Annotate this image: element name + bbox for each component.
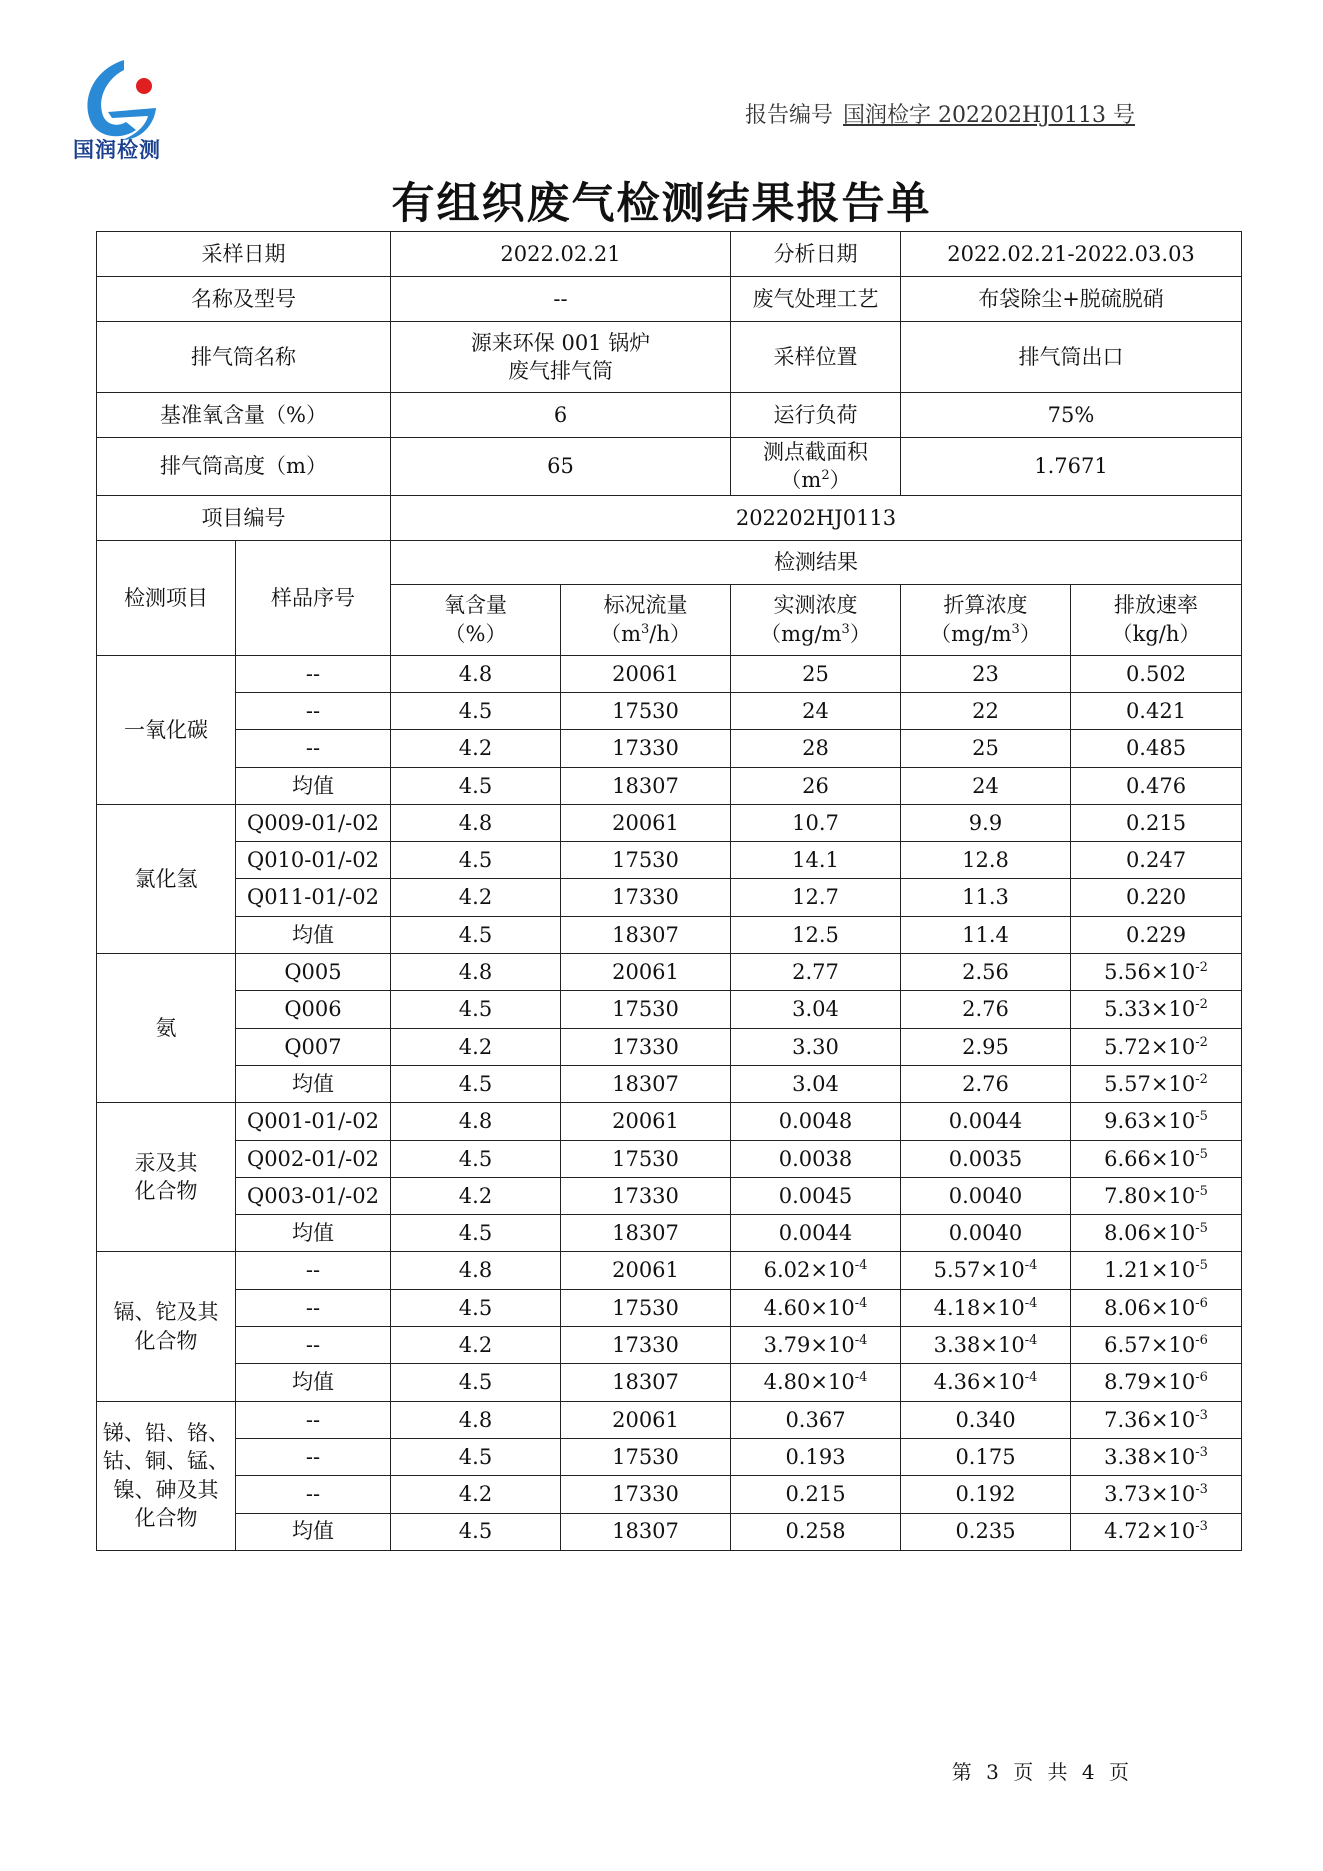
report-number	[745, 98, 1135, 129]
load-value: 75%	[901, 393, 1242, 438]
info-row	[97, 393, 1242, 438]
cell-flow: 18307	[561, 1215, 731, 1252]
cell-conv: 0.0040	[901, 1177, 1071, 1214]
sampling-position: 排气筒出口	[901, 322, 1242, 393]
footer-text: 页	[1013, 1760, 1038, 1784]
table-row	[97, 655, 1242, 692]
cell-conv: 25	[901, 730, 1071, 767]
cell-meas: 0.215	[731, 1476, 901, 1513]
cell-meas: $4.80\times 10^{-4}$	[731, 1364, 901, 1401]
cell-o2: 4.5	[391, 1215, 561, 1252]
cell-o2: 4.5	[391, 1140, 561, 1177]
cell-o2: 4.8	[391, 1252, 561, 1289]
cell-sample: --	[236, 1401, 391, 1438]
col-results: 检测结果	[391, 540, 1242, 584]
item-name: 氯化氢	[97, 804, 236, 953]
cell-rate: $8.06\times 10^{-6}$	[1071, 1289, 1242, 1326]
footer-text: 共	[1047, 1760, 1072, 1784]
cell-rate: $5.33\times 10^{-2}$	[1071, 991, 1242, 1028]
analysis-date: 2022.02.21-2022.03.03	[901, 232, 1242, 277]
cell-conv: 0.340	[901, 1401, 1071, 1438]
footer-page: 3	[986, 1760, 1003, 1784]
cell-rate: $3.38\times 10^{-3}$	[1071, 1438, 1242, 1475]
col-rate: 排放速率 （kg/h）	[1071, 584, 1242, 655]
cell-rate: 0.215	[1071, 804, 1242, 841]
cell-rate: $1.21\times 10^{-5}$	[1071, 1252, 1242, 1289]
cell-conv: 0.0040	[901, 1215, 1071, 1252]
table-row	[97, 1215, 1242, 1252]
cell-conv: 2.95	[901, 1028, 1071, 1065]
cell-flow: 20061	[561, 1252, 731, 1289]
cell-flow: 17330	[561, 1476, 731, 1513]
col-oxygen: 氧含量 （%）	[391, 584, 561, 655]
table-row	[97, 730, 1242, 767]
cell-conv: 23	[901, 655, 1071, 692]
cell-meas: 0.258	[731, 1513, 901, 1550]
cell-o2: 4.2	[391, 1327, 561, 1364]
cell-o2: 4.5	[391, 842, 561, 879]
cell-flow: 17530	[561, 991, 731, 1028]
cell-sample: --	[236, 1476, 391, 1513]
cell-sample: Q009-01/-02	[236, 804, 391, 841]
cell-flow: 18307	[561, 1513, 731, 1550]
cell-meas: 25	[731, 655, 901, 692]
cell-o2: 4.2	[391, 730, 561, 767]
footer-total: 4	[1081, 1760, 1099, 1784]
table-row	[97, 1327, 1242, 1364]
table-row	[97, 954, 1242, 991]
table-row	[97, 692, 1242, 729]
cell-flow: 20061	[561, 1103, 731, 1140]
process-label: 废气处理工艺	[731, 277, 901, 322]
cell-o2: 4.2	[391, 1028, 561, 1065]
cell-conv: $5.57\times 10^{-4}$	[901, 1252, 1071, 1289]
area-value: 1.7671	[901, 438, 1242, 496]
table-row	[97, 1252, 1242, 1289]
cell-meas: 3.04	[731, 991, 901, 1028]
cell-meas: 12.7	[731, 879, 901, 916]
results-table	[96, 231, 1242, 1551]
table-row	[97, 1401, 1242, 1438]
load-label: 运行负荷	[731, 393, 901, 438]
info-row	[97, 277, 1242, 322]
table-row	[97, 767, 1242, 804]
info-row	[97, 438, 1242, 496]
cell-flow: 20061	[561, 954, 731, 991]
cell-rate: $4.72\times 10^{-3}$	[1071, 1513, 1242, 1550]
col-item: 检测项目	[97, 540, 236, 655]
cell-meas: 0.0045	[731, 1177, 901, 1214]
cell-conv: 0.175	[901, 1438, 1071, 1475]
project-no-label: 项目编号	[97, 495, 391, 540]
cell-flow: 17530	[561, 1140, 731, 1177]
cell-flow: 17330	[561, 730, 731, 767]
cell-flow: 17330	[561, 1327, 731, 1364]
cell-sample: Q007	[236, 1028, 391, 1065]
cell-rate: $5.72\times 10^{-2}$	[1071, 1028, 1242, 1065]
cell-rate: 0.502	[1071, 655, 1242, 692]
height-label: 排气筒高度（m）	[97, 438, 391, 496]
cell-sample: Q002-01/-02	[236, 1140, 391, 1177]
cell-rate: $8.06\times 10^{-5}$	[1071, 1215, 1242, 1252]
item-name: 锑、铅、铬、 钴、铜、锰、 镍、砷及其 化合物	[97, 1401, 236, 1550]
height-value: 65	[391, 438, 731, 496]
report-number-label: 报告编号	[745, 103, 834, 128]
cell-conv: $3.38\times 10^{-4}$	[901, 1327, 1071, 1364]
cell-flow: 18307	[561, 1065, 731, 1102]
cell-conv: $4.36\times 10^{-4}$	[901, 1364, 1071, 1401]
cell-o2: 4.5	[391, 1438, 561, 1475]
cell-flow: 20061	[561, 1401, 731, 1438]
cell-flow: 18307	[561, 767, 731, 804]
cell-sample: --	[236, 1327, 391, 1364]
cell-flow: 20061	[561, 655, 731, 692]
cell-meas: 24	[731, 692, 901, 729]
cell-sample: Q006	[236, 991, 391, 1028]
cell-o2: 4.8	[391, 1103, 561, 1140]
table-row	[97, 804, 1242, 841]
report-number-value: 国润检字 202202HJ0113 号	[843, 103, 1135, 128]
table-row	[97, 1103, 1242, 1140]
cell-conv: 0.235	[901, 1513, 1071, 1550]
cell-o2: 4.5	[391, 767, 561, 804]
cell-meas: 0.367	[731, 1401, 901, 1438]
cell-meas: $4.60\times 10^{-4}$	[731, 1289, 901, 1326]
cell-rate: 0.229	[1071, 916, 1242, 953]
cell-conv: 12.8	[901, 842, 1071, 879]
cell-sample: 均值	[236, 1364, 391, 1401]
cell-flow: 17330	[561, 1028, 731, 1065]
page-title: 有组织废气检测结果报告单	[391, 179, 932, 229]
cell-o2: 4.8	[391, 655, 561, 692]
cell-flow: 17530	[561, 692, 731, 729]
sampling-position-label: 采样位置	[731, 322, 901, 393]
cell-rate: 0.421	[1071, 692, 1242, 729]
analysis-date-label: 分析日期	[731, 232, 901, 277]
cell-conv: 24	[901, 767, 1071, 804]
cell-flow: 17530	[561, 1438, 731, 1475]
cell-meas: 3.30	[731, 1028, 901, 1065]
footer-text: 第	[951, 1760, 976, 1784]
cell-o2: 4.5	[391, 991, 561, 1028]
cell-o2: 4.8	[391, 954, 561, 991]
cell-sample: Q011-01/-02	[236, 879, 391, 916]
cell-meas: 0.193	[731, 1438, 901, 1475]
cell-o2: 4.5	[391, 1364, 561, 1401]
cell-rate: 0.485	[1071, 730, 1242, 767]
process-value: 布袋除尘+脱硫脱硝	[901, 277, 1242, 322]
cell-flow: 18307	[561, 916, 731, 953]
col-flow: 标况流量 $(m^3/h)$	[561, 584, 731, 655]
footer-text: 页	[1109, 1760, 1133, 1784]
cell-sample: 均值	[236, 1065, 391, 1102]
header-row	[97, 540, 1242, 584]
table-row	[97, 1513, 1242, 1550]
cell-meas: 2.77	[731, 954, 901, 991]
cell-o2: 4.8	[391, 804, 561, 841]
cell-rate: $8.79\times 10^{-6}$	[1071, 1364, 1242, 1401]
table-row	[97, 842, 1242, 879]
cell-sample: --	[236, 655, 391, 692]
cell-rate: $7.36\times 10^{-3}$	[1071, 1401, 1242, 1438]
stack-name: 源来环保 001 锅炉 废气排气筒	[391, 322, 731, 393]
cell-sample: --	[236, 1438, 391, 1475]
cell-conv: 11.4	[901, 916, 1071, 953]
table-row	[97, 1289, 1242, 1326]
cell-meas: 28	[731, 730, 901, 767]
cell-meas: 0.0044	[731, 1215, 901, 1252]
cell-o2: 4.5	[391, 1289, 561, 1326]
table-row	[97, 879, 1242, 916]
cell-sample: Q005	[236, 954, 391, 991]
cell-sample: --	[236, 692, 391, 729]
area-label: 测点截面积$(m^2)$	[731, 438, 901, 496]
model-label: 名称及型号	[97, 277, 391, 322]
table-row	[97, 1065, 1242, 1102]
cell-sample: --	[236, 1289, 391, 1326]
oxygen-label: 基准氧含量（%）	[97, 393, 391, 438]
cell-meas: 12.5	[731, 916, 901, 953]
cell-conv: 11.3	[901, 879, 1071, 916]
cell-meas: 26	[731, 767, 901, 804]
col-measured: 实测浓度 $(mg/m^3)$	[731, 584, 901, 655]
cell-o2: 4.2	[391, 879, 561, 916]
item-name: 氨	[97, 954, 236, 1103]
cell-o2: 4.5	[391, 692, 561, 729]
cell-o2: 4.2	[391, 1177, 561, 1214]
cell-flow: 17530	[561, 842, 731, 879]
cell-flow: 20061	[561, 804, 731, 841]
info-row	[97, 322, 1242, 393]
sampling-date: 2022.02.21	[391, 232, 731, 277]
cell-sample: 均值	[236, 1513, 391, 1550]
table-row	[97, 916, 1242, 953]
cell-sample: 均值	[236, 916, 391, 953]
cell-rate: $7.80\times 10^{-5}$	[1071, 1177, 1242, 1214]
cell-rate: $6.57\times 10^{-6}$	[1071, 1327, 1242, 1364]
cell-meas: 10.7	[731, 804, 901, 841]
logo-text: 国润检测	[73, 138, 161, 162]
cell-rate: 0.220	[1071, 879, 1242, 916]
table-row	[97, 1438, 1242, 1475]
cell-flow: 17530	[561, 1289, 731, 1326]
cell-conv: 2.56	[901, 954, 1071, 991]
item-name: 汞及其 化合物	[97, 1103, 236, 1252]
cell-o2: 4.5	[391, 916, 561, 953]
cell-conv: 0.0035	[901, 1140, 1071, 1177]
cell-sample: 均值	[236, 1215, 391, 1252]
cell-meas: $3.79\times 10^{-4}$	[731, 1327, 901, 1364]
item-name: 一氧化碳	[97, 655, 236, 804]
cell-conv: 9.9	[901, 804, 1071, 841]
cell-meas: 3.04	[731, 1065, 901, 1102]
cell-conv: 2.76	[901, 991, 1071, 1028]
cell-rate: 0.247	[1071, 842, 1242, 879]
cell-rate: 0.476	[1071, 767, 1242, 804]
cell-sample: --	[236, 730, 391, 767]
oxygen-value: 6	[391, 393, 731, 438]
table-row	[97, 1177, 1242, 1214]
cell-rate: $9.63\times 10^{-5}$	[1071, 1103, 1242, 1140]
table-row	[97, 1476, 1242, 1513]
cell-sample: --	[236, 1252, 391, 1289]
cell-meas: $6.02\times 10^{-4}$	[731, 1252, 901, 1289]
cell-conv: 2.76	[901, 1065, 1071, 1102]
stack-name-label: 排气筒名称	[97, 322, 391, 393]
cell-o2: 4.8	[391, 1401, 561, 1438]
cell-sample: Q001-01/-02	[236, 1103, 391, 1140]
cell-flow: 18307	[561, 1364, 731, 1401]
table-row	[97, 1364, 1242, 1401]
table-row	[97, 991, 1242, 1028]
table-row	[97, 1140, 1242, 1177]
project-no: 202202HJ0113	[391, 495, 1242, 540]
cell-rate: $3.73\times 10^{-3}$	[1071, 1476, 1242, 1513]
table-row	[97, 1028, 1242, 1065]
cell-o2: 4.5	[391, 1065, 561, 1102]
cell-flow: 17330	[561, 879, 731, 916]
cell-flow: 17330	[561, 1177, 731, 1214]
model-value: --	[391, 277, 731, 322]
sampling-date-label: 采样日期	[97, 232, 391, 277]
cell-conv: $4.18\times 10^{-4}$	[901, 1289, 1071, 1326]
cell-sample: Q010-01/-02	[236, 842, 391, 879]
col-sample: 样品序号	[236, 540, 391, 655]
cell-o2: 4.5	[391, 1513, 561, 1550]
cell-o2: 4.2	[391, 1476, 561, 1513]
info-row	[97, 232, 1242, 277]
cell-meas: 0.0038	[731, 1140, 901, 1177]
cell-rate: $5.56\times 10^{-2}$	[1071, 954, 1242, 991]
cell-sample: Q003-01/-02	[236, 1177, 391, 1214]
cell-rate: $6.66\times 10^{-5}$	[1071, 1140, 1242, 1177]
col-converted: 折算浓度 $(mg/m^3)$	[901, 584, 1071, 655]
cell-meas: 0.0048	[731, 1103, 901, 1140]
cell-sample: 均值	[236, 767, 391, 804]
item-name: 镉、铊及其 化合物	[97, 1252, 236, 1401]
cell-conv: 22	[901, 692, 1071, 729]
cell-rate: $5.57\times 10^{-2}$	[1071, 1065, 1242, 1102]
cell-conv: 0.192	[901, 1476, 1071, 1513]
cell-conv: 0.0044	[901, 1103, 1071, 1140]
info-row	[97, 495, 1242, 540]
cell-meas: 14.1	[731, 842, 901, 879]
